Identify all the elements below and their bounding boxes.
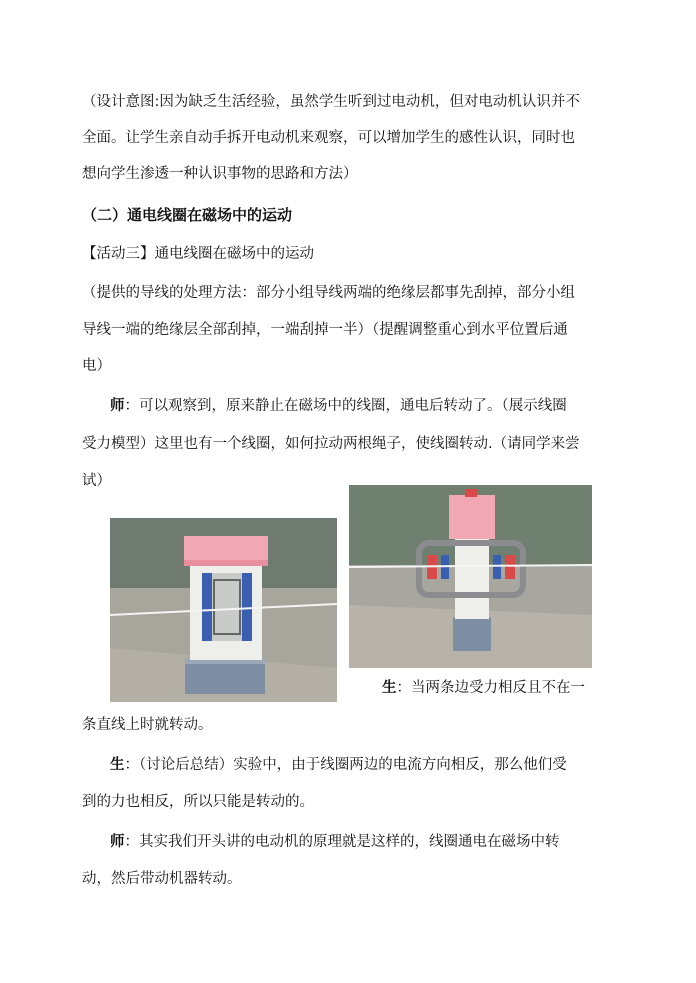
- speaker-student: 生: [382, 680, 397, 696]
- teacher-line-2: 受力模型）这里也有一个线圈，如何拉动两根绳子，使线圈转动.（请同学来尝: [82, 436, 580, 452]
- photo-coil-model-front: [110, 518, 337, 702]
- teacher-line-1-text: ：可以观察到，原来静止在磁场中的线圈，通电后转动了。（展示线圈: [124, 398, 567, 414]
- teacher-conclusion-line-2: 动，然后带动机器转动。: [82, 871, 242, 887]
- student-summary-line-1-text: ：（讨论后总结）实验中，由于线圈两边的电流方向相反，那么他们受: [124, 757, 567, 773]
- activity-label: 【活动三】通电线圈在磁场中的运动: [82, 246, 314, 262]
- student-summary-line-2: 到的力也相反，所以只能是转动的。: [82, 794, 314, 810]
- teacher-conclusion-line-1-text: ：其实我们开头讲的电动机的原理就是这样的，线圈通电在磁场中转: [124, 834, 560, 850]
- teacher-line-1: [110, 396, 567, 416]
- design-intent-line-1: （设计意图:因为缺乏生活经验，虽然学生听到过电动机，但对电动机认识并不: [82, 94, 580, 110]
- teacher-line-3: 试）: [82, 473, 111, 489]
- teacher-conclusion-line-1: [110, 832, 560, 852]
- speaker-teacher: 师: [110, 398, 125, 414]
- student-answer-line-1: [382, 678, 585, 698]
- student-answer-line-1-text: ：当两条边受力相反且不在一: [396, 680, 585, 696]
- design-intent-line-2: 全面。让学生亲自动手拆开电动机来观察，可以增加学生的感性认识，同时也: [82, 130, 575, 146]
- activity-note-line-2: 导线一端的绝缘层全部刮掉，一端刮掉一半）（提醒调整重心到水平位置后通: [82, 322, 568, 338]
- speaker-student-2: 生: [110, 757, 125, 773]
- student-summary-line-1: [110, 755, 567, 775]
- section-heading: （二）通电线圈在磁场中的运动: [82, 206, 293, 224]
- activity-note-line-3: 电）: [82, 358, 111, 374]
- design-intent-line-3: 想向学生渗透一种认识事物的思路和方法）: [82, 166, 358, 182]
- photo-coil-model-rotated: [349, 485, 592, 668]
- activity-note-line-1: （提供的导线的处理方法：部分小组导线两端的绝缘层都事先刮掉，部分小组: [82, 285, 575, 301]
- student-answer-line-2: 条直线上时就转动。: [82, 717, 213, 733]
- speaker-teacher-2: 师: [110, 834, 125, 850]
